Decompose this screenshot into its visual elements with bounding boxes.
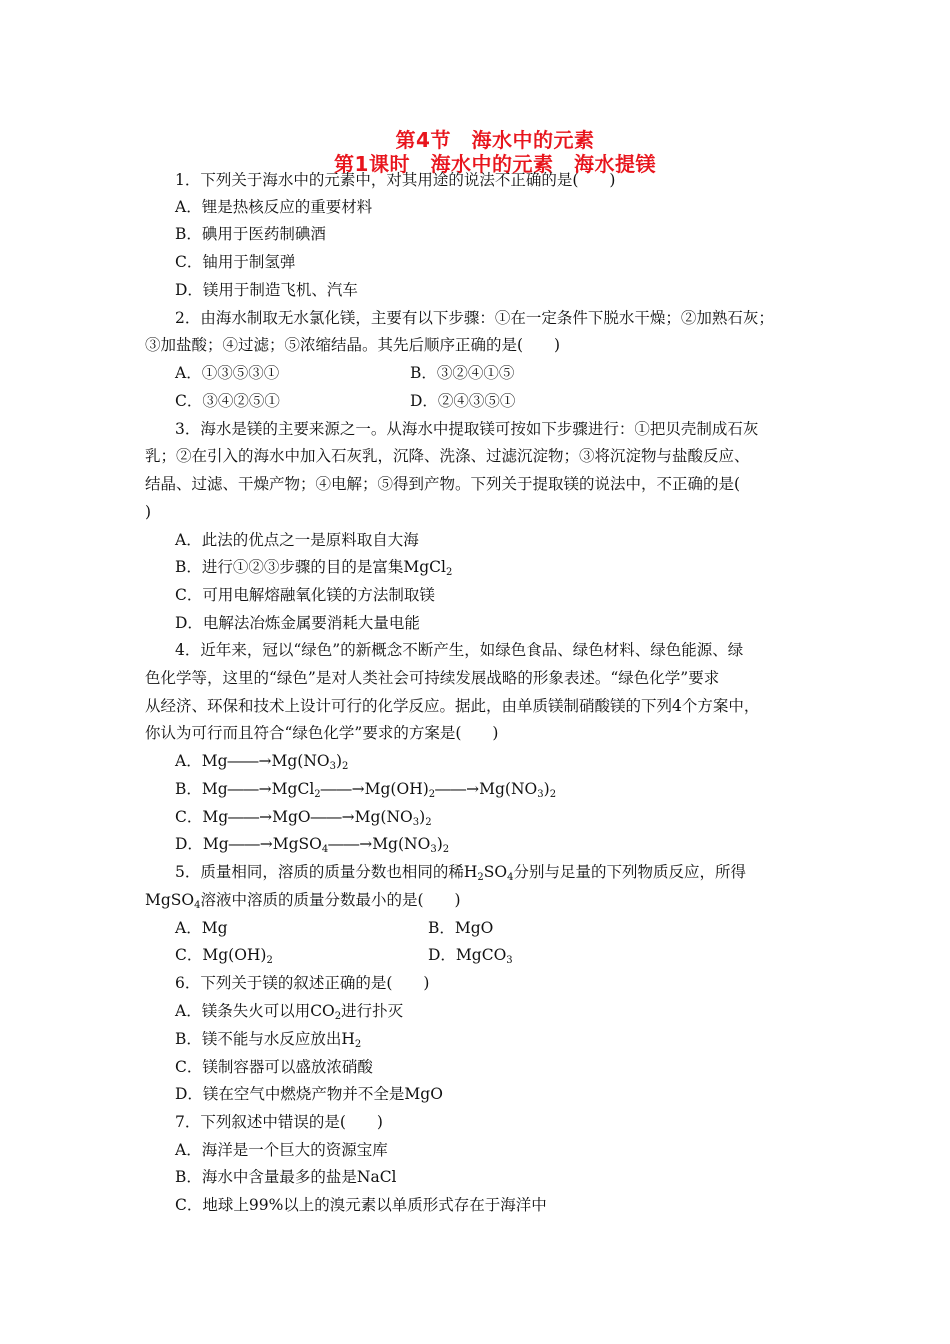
q4-option-b: B．$Mg――\to MgCl_2――\to Mg(OH)_2――\to Mg(NO_3)_2$: [175, 780, 557, 800]
q3-option-c: C．可用电解熔融氧化镁的方法制取镁: [175, 586, 435, 604]
q4-option-c: C．$Mg――\to MgO――\to Mg(NO_3)_2$: [175, 808, 432, 828]
q5-stem-line2: MgSO$_4$溶液中溶质的质量分数最小的是( ): [145, 891, 461, 911]
q3-option-d: D．电解法冶炼金属要消耗大量电能: [175, 614, 420, 632]
q7-option-a: A．海洋是一个巨大的资源宝库: [175, 1141, 388, 1159]
q2-option-a: A．①③⑤③①: [175, 364, 280, 382]
q1-option-a: A．锂是热核反应的重要材料: [175, 198, 373, 216]
q2-option-b: B．③②④①⑤: [410, 364, 515, 382]
q4-stem-line1: 4．近年来，冠以“绿色”的新概念不断产生，如绿色食品、绿色材料、绿色能源、绿: [175, 641, 744, 659]
q6-option-b: B．镁不能与水反应放出$H_2$: [175, 1030, 362, 1050]
q7-option-b: B．海水中含量最多的盐是NaCl: [175, 1168, 397, 1186]
q2-stem-line2: ③加盐酸；④过滤；⑤浓缩结晶。其先后顺序正确的是( ): [145, 336, 561, 354]
section-title: 第4节 海水中的元素: [395, 128, 595, 152]
q1-option-c: C．铀用于制氢弹: [175, 253, 296, 271]
q6-stem: 6．下列关于镁的叙述正确的是( ): [175, 974, 430, 992]
q2-stem-line1: 2．由海水制取无水氯化镁，主要有以下步骤：①在一定条件下脱水干燥；②加熟石灰；: [175, 309, 774, 327]
q7-stem: 7．下列叙述中错误的是( ): [175, 1113, 383, 1131]
q6-option-c: C．镁制容器可以盛放浓硝酸: [175, 1058, 373, 1076]
q6-option-a: A．镁条失火可以用$CO_2$进行扑灭: [175, 1002, 404, 1022]
q4-stem-line3: 从经济、环保和技术上设计可行的化学反应。据此，由单质镁制硝酸镁的下列4个方案中，: [145, 697, 760, 715]
q1-option-d: D．镁用于制造飞机、汽车: [175, 281, 358, 299]
q7-option-c: C．地球上99%以上的溴元素以单质形式存在于海洋中: [175, 1196, 547, 1214]
q5-option-c: C．$Mg(OH)_2$: [175, 946, 273, 966]
q5-option-a: A．Mg: [175, 919, 228, 937]
q3-stem-line1: 3．海水是镁的主要来源之一。从海水中提取镁可按如下步骤进行：①把贝壳制成石灰: [175, 420, 759, 438]
q4-stem-line2: 色化学等，这里的“绿色”是对人类社会可持续发展战略的形象表述。“绿色化学”要求: [145, 669, 720, 687]
q4-option-a: A．$Mg――\to Mg(NO_3)_2$: [175, 752, 349, 772]
q4-stem-line4: 你认为可行而且符合“绿色化学”要求的方案是( ): [145, 724, 499, 742]
q4-option-d: D．$Mg――\to MgSO_4――\to Mg(NO_3)_2$: [175, 835, 450, 855]
q1-stem: 1．下列关于海水中的元素中，对其用途的说法不正确的是( ): [175, 171, 616, 189]
q3-option-a: A．此法的优点之一是原料取自大海: [175, 531, 419, 549]
q5-stem-line1: 5．质量相同，溶质的质量分数也相同的稀$H_2SO_4$分别与足量的下列物质反应，所得: [175, 863, 746, 883]
q3-stem-line3: 结晶、过滤、干燥产物；④电解；⑤得到产物。下列关于提取镁的说法中，不正确的是(: [145, 475, 741, 493]
q3-option-b: B．进行①②③步骤的目的是富集MgCl$_2$: [175, 558, 453, 578]
q5-option-b: B．MgO: [428, 919, 494, 937]
q1-option-b: B．碘用于医药制碘酒: [175, 225, 326, 243]
q3-stem-line2: 乳；②在引入的海水中加入石灰乳，沉降、洗涤、过滤沉淀物；③将沉淀物与盐酸反应、: [145, 447, 750, 465]
lesson-title: 第1课时 海水中的元素 海水提镁: [334, 152, 656, 176]
q3-stem-line4: ): [145, 503, 152, 521]
q6-option-d: D．镁在空气中燃烧产物并不全是MgO: [175, 1085, 443, 1103]
q5-option-d: D．MgCO$_3$: [428, 946, 513, 966]
q2-option-c: C．③④②⑤①: [175, 392, 280, 410]
q2-option-d: D．②④③⑤①: [410, 392, 516, 410]
